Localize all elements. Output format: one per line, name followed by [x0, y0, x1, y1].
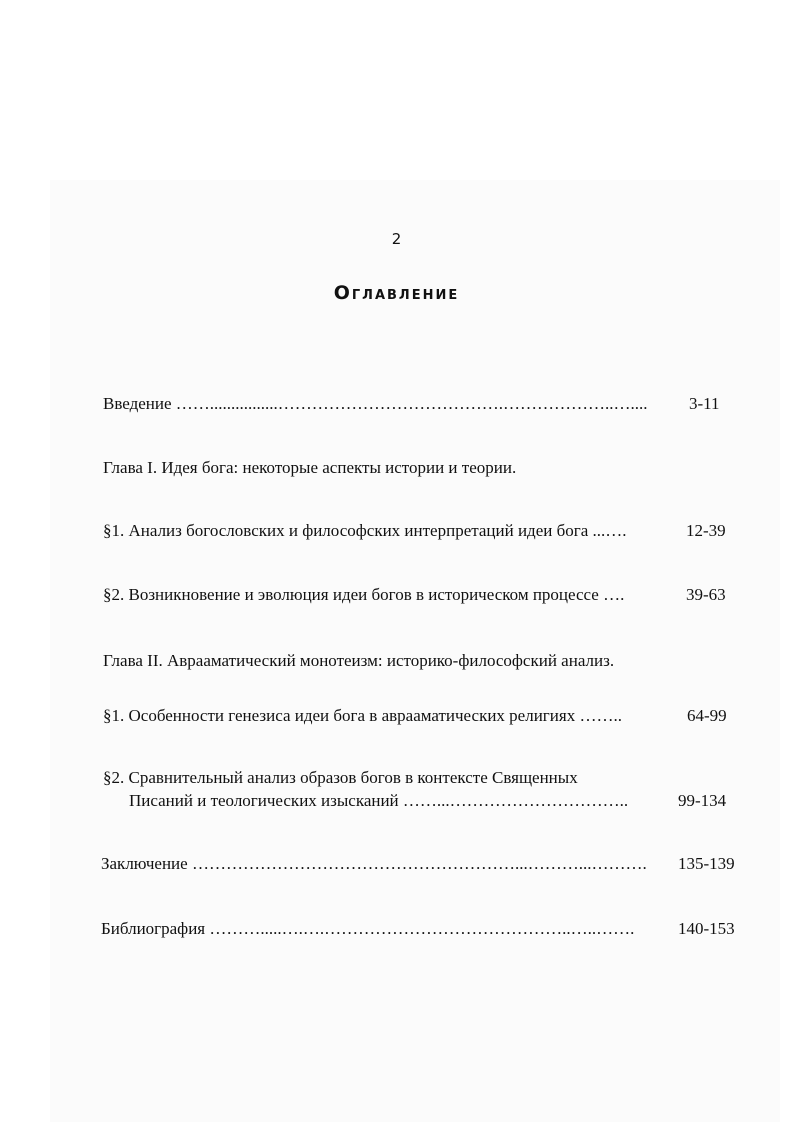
- toc-entry-ch2-section2-line1: §2. Сравнительный анализ образов богов в контексте Священных: [103, 768, 578, 787]
- page-title: Оглавление: [333, 282, 460, 304]
- toc-entry-ch2-section1: [103, 705, 733, 727]
- toc-entry-bibliography: [101, 918, 746, 940]
- toc-entry-text: Писаний и теологических изысканий ……...…………………………..: [129, 791, 629, 810]
- toc-entry-ch2-section2: [129, 790, 744, 812]
- toc-entry-ch1-section2: [103, 584, 733, 606]
- toc-entry-pages: 140-153: [678, 919, 735, 938]
- toc-entry-pages: 3-11: [689, 394, 720, 413]
- toc-entry-intro: [103, 393, 723, 415]
- chapter-heading-2: Глава II. Аврааматический монотеизм: историко-философский анализ.: [103, 651, 615, 670]
- toc-entry-text: Библиография ……….....….….……………………………………..…..…….: [101, 919, 635, 938]
- chapter-heading-1: Глава I. Идея бога: некоторые аспекты истории и теории.: [103, 458, 517, 477]
- toc-entry-text: §1. Особенности генезиса идеи бога в аврааматических религиях ……..: [103, 706, 622, 725]
- toc-entry-text: Заключение …………………………………………………...………...……….: [101, 854, 647, 873]
- toc-entry-conclusion: [101, 853, 746, 875]
- toc-entry-text: §1. Анализ богословских и философских интерпретаций идеи бога ...….: [103, 521, 627, 540]
- toc-entry-pages: 64-99: [687, 706, 727, 725]
- page-number: 2: [391, 230, 402, 248]
- toc-entry-ch1-section1: [103, 520, 733, 542]
- toc-entry-text: Введение ……................………………………………….………………..…....: [103, 394, 648, 413]
- toc-entry-pages: 99-134: [678, 791, 727, 810]
- toc-entry-pages: 135-139: [678, 854, 735, 873]
- toc-entry-text: §2. Возникновение и эволюция идеи богов в историческом процессе ….: [103, 585, 625, 604]
- toc-entry-pages: 12-39: [686, 521, 726, 540]
- toc-entry-pages: 39-63: [686, 585, 726, 604]
